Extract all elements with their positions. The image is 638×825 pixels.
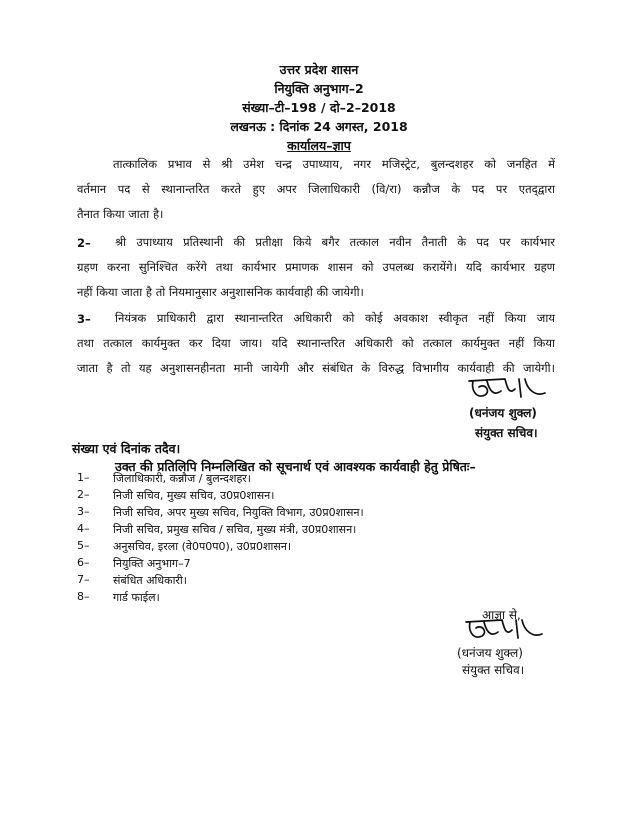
copy-list-text: नियुक्ति अनुभाग–7 [113, 557, 191, 570]
copy-list-number: 7– [77, 573, 90, 586]
copy-list-text: जिलाधिकारी, कन्नौज / बुलन्दशहर। [113, 472, 251, 485]
copy-list-text: निजी सचिव, मुख्य सचिव, उ0प्र0शासन। [113, 489, 275, 502]
memo-title: कार्यालय–ज्ञाप [287, 138, 351, 153]
paragraph-number: 3– [77, 312, 91, 326]
handwritten-signature-1 [465, 375, 550, 405]
handwritten-signature-2 [462, 616, 547, 646]
paragraph-number: 2– [77, 236, 91, 250]
paragraph-line: वर्तमान पद से स्थानान्तरित करते हुए अपर जिलाधिकारी (वि/रा) कन्नौज के पद पर एतद्‌द्वारा [77, 182, 555, 196]
signatory-designation: संयुक्त सचिव। [462, 663, 525, 677]
copy-list-text: गार्ड फाईल। [113, 591, 160, 604]
section-name: नियुक्ति अनुभाग–2 [274, 81, 364, 96]
copy-list-number: 8– [77, 590, 90, 603]
place-and-date: लखनऊ : दिनांक 24 अगस्त, 2018 [230, 119, 408, 134]
paragraph-line: नियंत्रक प्राधिकारी द्वारा स्थानान्तरित अधिकारी को कोई अवकाश स्वीकृत नहीं किया जाय [115, 311, 555, 325]
paragraph-line: तैनात किया जाता है। [77, 207, 164, 221]
paragraph-line: तथा तत्काल कार्यमुक्त कर दिया जाय। यदि स्थानान्तरित अधिकारी को तत्काल कार्यमुक्त नहीं किया [77, 336, 555, 350]
copy-list-number: 1– [77, 471, 90, 484]
copy-list-text: निजी सचिव, अपर मुख्य सचिव, नियुक्ति विभाग, उ0प्र0शासन। [113, 506, 364, 519]
paragraph-2 [77, 230, 555, 305]
copy-distribution-intro: उक्त की प्रतिलिपि निम्नलिखित को सूचनार्थ एवं आवश्यक कार्यवाही हेतु प्रेषितः– [115, 459, 476, 474]
copy-list-number: 3– [77, 505, 90, 518]
by-order-line: आज्ञा से, [482, 608, 521, 622]
reference-same-line: संख्या एवं दिनांक तदैव। [72, 441, 181, 456]
copy-list-text: निजी सचिव, प्रमुख सचिव / सचिव, मुख्य मंत्री, उ0प्र0शासन। [113, 523, 357, 536]
paragraph-line: तात्कालिक प्रभाव से श्री उमेश चन्द्र उपाध्याय, नगर मजिस्ट्रेट, बुलन्दशहर को जनहित में [113, 157, 555, 171]
copy-list-text: अनुसचिव, इरला (वे0प0प0), उ0प्र0शासन। [113, 540, 292, 553]
copy-list-number: 2– [77, 488, 90, 501]
government-title: उत्तर प्रदेश शासन [279, 62, 359, 77]
copy-list-text: संबंधित अधिकारी। [113, 574, 187, 587]
paragraph-1 [77, 152, 555, 227]
signatory-designation: संयुक्त सचिव। [475, 426, 538, 440]
reference-number: संख्या–टी–198 / दो–2–2018 [242, 100, 396, 115]
copy-list-number: 4– [77, 522, 90, 535]
paragraph-3 [77, 306, 555, 381]
paragraph-line: श्री उपाध्याय प्रतिस्थानी की प्रतीक्षा किये बगैर तत्काल नवीन तैनाती के पद पर कार्यभार [115, 235, 555, 249]
copy-list-number: 5– [77, 539, 90, 552]
paragraph-line: नहीं किया जाता है तो नियमानुसार अनुशासनिक कार्यवाही की जायेगी। [77, 285, 364, 299]
paragraph-line: ग्रहण करना सुनिश्चित करेंगे तथा कार्यभार प्रमाणक शासन को उपलब्ध करायेंगे। यदि कार्यभार ग्रहण [77, 260, 555, 274]
paragraph-line: जाता है तो यह अनुशासनहीनता मानी जायेगी और संबंधित के विरुद्ध विभागीय कार्यवाही की जायेगी। [77, 361, 555, 375]
copy-list-number: 6– [77, 556, 90, 569]
signatory-name: (धनंजय शुक्ल) [469, 406, 537, 420]
signatory-name: (धनंजय शुक्ल) [457, 646, 523, 660]
